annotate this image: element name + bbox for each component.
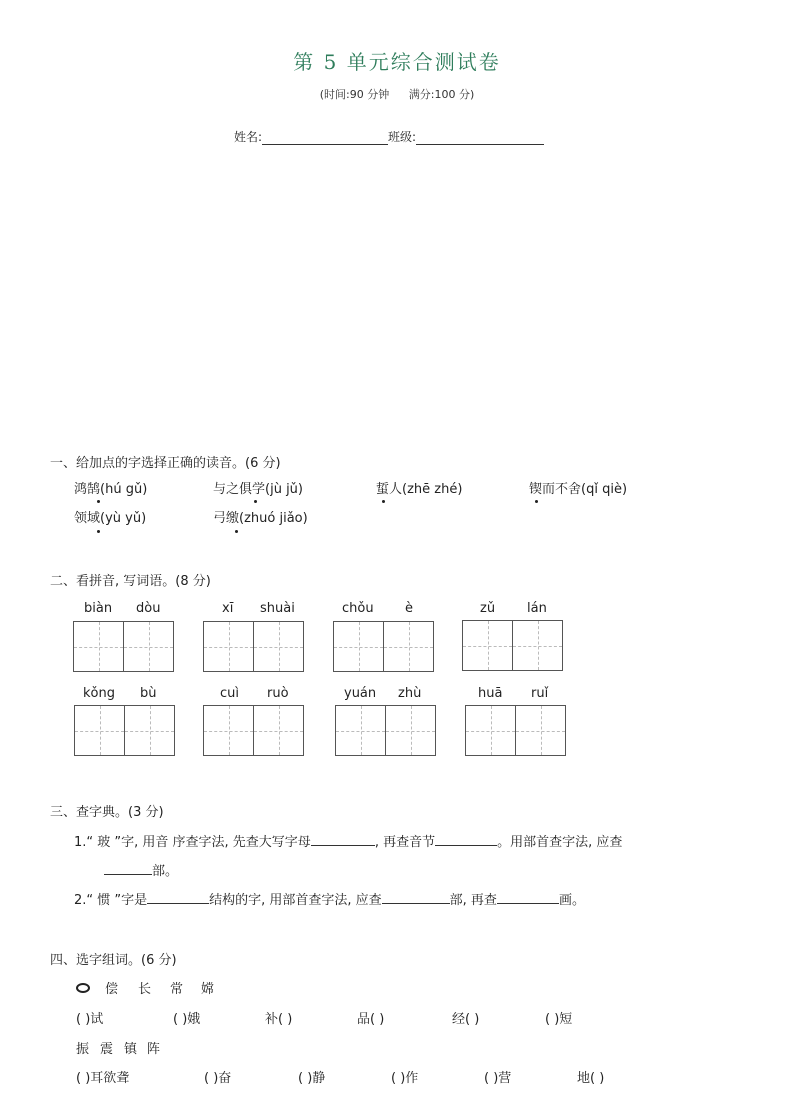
answer-blank[interactable] [104,863,152,875]
fill-item[interactable]: ( )耳欲聋 [76,1071,130,1086]
pinyin: dòu [136,601,161,616]
fill-item[interactable]: 地( ) [577,1071,605,1086]
fill-item[interactable]: 补( ) [265,1012,293,1027]
q1-options: (jù jǔ) [265,482,303,497]
exam-score: 满分:100 分) [408,88,475,101]
emphasis-dot [97,530,100,533]
emphasis-dot [535,500,538,503]
fill-item[interactable]: ( )作 [391,1071,419,1086]
name-label: 姓名: [234,130,263,144]
q1-item-2 [213,478,303,497]
pinyin: ruǐ [531,686,549,701]
write-box[interactable] [462,620,563,671]
q1-word: 鸿鹄 [74,482,101,497]
emphasis-dot [382,500,385,503]
q2-heading: 二、看拼音, 写词语。(8 分) [50,574,211,589]
write-box[interactable] [203,621,304,672]
pinyin: ruò [267,686,289,701]
pinyin: è [405,601,413,616]
pinyin: chǒu [342,601,374,616]
q1-item-6 [213,507,308,526]
fill-item[interactable]: ( )娥 [173,1012,201,1027]
q1-item-1 [74,478,147,497]
q1-options: (hú gǔ) [100,482,148,497]
exam-info [0,86,794,102]
write-box[interactable] [335,705,436,756]
q1-item-5 [74,507,146,526]
fill-item[interactable]: ( )奋 [204,1071,232,1086]
char-option: 振 [76,1042,90,1057]
student-info [234,128,544,145]
page-title: 第 5 单元综合测试卷 [293,50,501,74]
pinyin: bù [140,686,157,701]
pinyin: huā [478,686,503,701]
pinyin: shuài [260,601,295,616]
answer-blank[interactable] [382,892,450,904]
q1-heading: 一、给加点的字选择正确的读音。(6 分) [50,456,281,471]
q1-options: (zhē zhé) [402,482,463,497]
q3-text: 结构的字, 用部首查字法, 应查 [209,893,382,908]
char-option: 偿 [105,982,119,997]
q1-word: 与之俱学 [213,482,266,497]
q3-line-3 [74,889,585,908]
circle-icon [76,983,90,993]
pinyin: biàn [84,601,113,616]
answer-blank[interactable] [435,834,497,846]
fill-item[interactable]: ( )短 [545,1012,573,1027]
answer-blank[interactable] [147,892,209,904]
q1-item-4 [529,478,627,497]
q1-options: (qǐ qiè) [581,482,628,497]
pinyin: xī [222,601,234,616]
q3-line-2 [104,860,178,879]
pinyin: yuán [344,686,377,701]
q1-word: 领域 [74,511,101,526]
name-blank[interactable] [262,132,388,145]
write-box[interactable] [74,705,175,756]
char-option: 镇 [124,1042,138,1057]
q4-heading: 四、选字组词。(6 分) [50,953,177,968]
fill-item[interactable]: ( )静 [298,1071,326,1086]
answer-blank[interactable] [497,892,559,904]
char-option: 嫦 [201,982,215,997]
fill-item[interactable]: 品( ) [357,1012,385,1027]
fill-item[interactable]: ( )试 [76,1012,104,1027]
write-box[interactable] [203,705,304,756]
pinyin: zǔ [480,601,496,616]
answer-blank[interactable] [311,834,375,846]
q3-text: , 再查音节 [374,835,436,850]
exam-time: (时间:90 分钟 [319,88,390,101]
q3-text: 部。 [152,864,179,879]
pinyin: cuì [220,686,239,701]
q3-text: 部, 再查 [449,893,497,908]
pinyin: lán [527,601,547,616]
q3-text: 。用部首查字法, 应查 [497,835,623,850]
char-option: 阵 [147,1042,161,1057]
write-box[interactable] [73,621,174,672]
pinyin: zhù [398,686,422,701]
write-box[interactable] [333,621,434,672]
char-option: 长 [138,982,152,997]
q1-item-3 [376,478,462,497]
q3-line-1 [74,831,622,850]
char-option: 常 [170,982,184,997]
char-option: 震 [100,1042,114,1057]
fill-item[interactable]: ( )营 [484,1071,512,1086]
q1-word: 锲而不舍 [529,482,582,497]
emphasis-dot [254,500,257,503]
fill-item[interactable]: 经( ) [452,1012,480,1027]
class-blank[interactable] [416,132,544,145]
q1-options: (zhuó jiǎo) [239,511,308,526]
q3-text: 2.“ 惯 ”字是 [74,893,148,908]
emphasis-dot [97,500,100,503]
emphasis-dot [235,530,238,533]
write-box[interactable] [465,705,566,756]
q3-text: 1.“ 玻 ”字, 用音 序查字法, 先查大写字母 [74,835,311,850]
q1-options: (yù yǔ) [100,511,147,526]
q1-word: 弓缴 [213,511,240,526]
q3-text: 画。 [558,893,585,908]
class-label: 班级: [388,130,417,144]
q3-heading: 三、查字典。(3 分) [50,805,164,820]
q1-word: 蜇人 [376,482,403,497]
pinyin: kǒng [83,686,115,701]
